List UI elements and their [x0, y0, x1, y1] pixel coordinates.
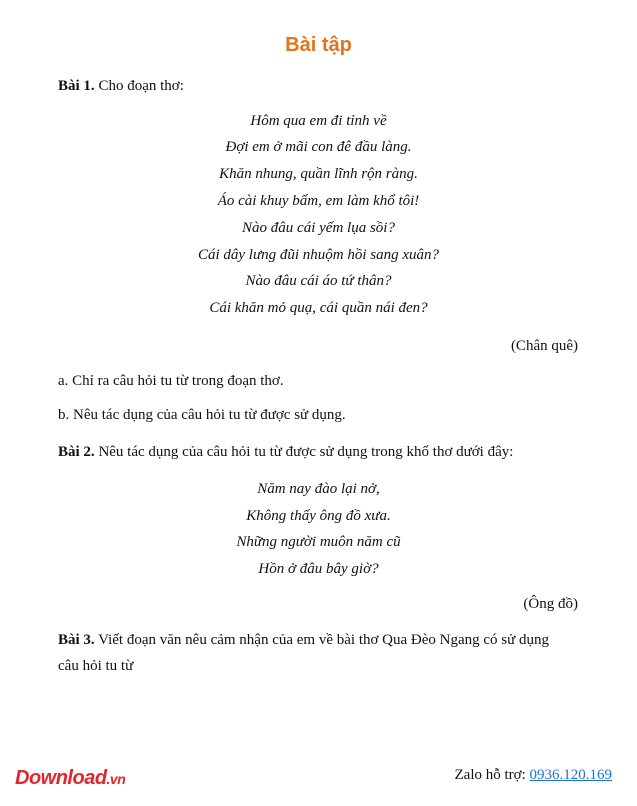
exercise-prompt: Cho đoạn thơ:	[94, 78, 184, 94]
poem-line: Áo cài khuy bấm, em làm khổ tôi!	[217, 193, 420, 209]
page-title: Bài tập	[285, 34, 352, 56]
exercise-label: Bài 3.	[58, 632, 95, 648]
zalo-phone-link[interactable]: 0936.120.169	[529, 767, 612, 783]
poem-line: Nào đâu cái áo tứ thân?	[245, 273, 392, 289]
poem-line: Không thấy ông đồ xưa.	[246, 508, 391, 524]
poem-line: Những người muôn năm cũ	[236, 534, 401, 550]
exercise-3-heading	[58, 631, 549, 649]
exercise-1-heading	[58, 77, 184, 95]
zalo-support	[455, 766, 613, 784]
exercise-2-heading	[58, 443, 513, 461]
download-vn-logo[interactable]	[15, 766, 125, 791]
exercise-prompt-continued: câu hỏi tu từ	[58, 658, 134, 674]
poem-line: Năm nay đào lại nở,	[257, 481, 380, 497]
question-b: b. Nêu tác dụng của câu hỏi tu từ được sử dụng.	[58, 407, 346, 423]
poem-source: (Ông đồ)	[523, 596, 578, 612]
zalo-label: Zalo hỗ trợ:	[454, 767, 530, 783]
exercise-prompt: Nêu tác dụng của câu hỏi tu từ được sử dụng trong khổ thơ dưới đây:	[94, 444, 514, 460]
logo-text: Download	[15, 767, 107, 789]
poem-line: Đợi em ở mãi con đê đầu làng.	[225, 139, 412, 155]
poem-line: Nào đâu cái yếm lụa sồi?	[242, 220, 395, 236]
poem-line: Khăn nhung, quần lĩnh rộn ràng.	[219, 166, 418, 182]
poem-line: Hôm qua em đi tỉnh về	[250, 113, 387, 129]
poem-line: Cái dây lưng đũi nhuộm hồi sang xuân?	[197, 247, 440, 263]
question-a: a. Chỉ ra câu hỏi tu từ trong đoạn thơ.	[58, 373, 284, 389]
poem-source: (Chân quê)	[510, 338, 578, 354]
logo-suffix: .vn	[106, 771, 126, 787]
poem-line: Hồn ở đâu bây giờ?	[258, 561, 379, 577]
exercise-prompt: Viết đoạn văn nêu cảm nhận của em về bài thơ Qua Đèo Ngang có sử dụng	[94, 632, 550, 648]
exercise-label: Bài 2.	[58, 444, 95, 460]
poem-line: Cái khăn mỏ quạ, cái quần nái đen?	[209, 300, 428, 316]
exercise-label: Bài 1.	[58, 78, 95, 94]
